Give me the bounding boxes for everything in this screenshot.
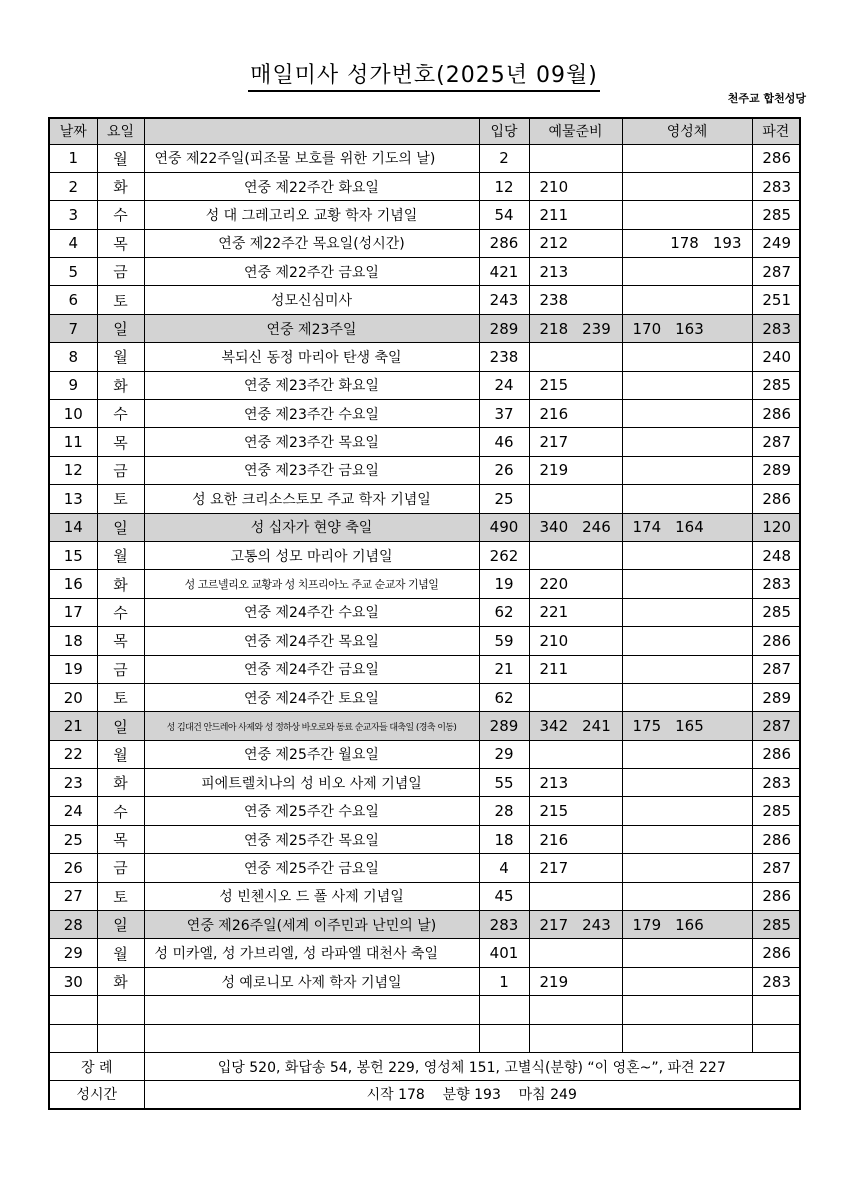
header-communion: 영성체	[622, 118, 752, 144]
entrance-hymn-cell: 1	[479, 967, 529, 995]
entrance-hymn-cell: 25	[479, 485, 529, 513]
weekday-cell: 일	[97, 712, 144, 740]
table-row	[49, 456, 800, 484]
table-row	[49, 541, 800, 569]
communion-hymn-cell	[622, 428, 752, 456]
recessional-hymn-cell: 287	[752, 854, 800, 882]
document-title	[0, 58, 848, 92]
offertory-hymn-first: 219	[539, 972, 569, 991]
recessional-hymn-cell: 286	[752, 882, 800, 910]
feast-cell: 성 김대건 안드레아 사제와 성 정하상 바오로와 동료 순교자들 대축일 (경축 이동)	[144, 712, 479, 740]
offertory-hymn-first: 217	[539, 858, 569, 877]
communion-hymn-cell	[622, 939, 752, 967]
feast-cell: 연중 제25주간 금요일	[144, 854, 479, 882]
communion-hymn-cell	[622, 541, 752, 569]
offertory-hymn-cell	[529, 229, 622, 257]
entrance-hymn-cell: 46	[479, 428, 529, 456]
entrance-hymn-cell: 28	[479, 797, 529, 825]
table-row	[49, 570, 800, 598]
weekday-cell: 토	[97, 286, 144, 314]
communion-hymn-cell	[622, 825, 752, 853]
feast-cell: 연중 제23주간 금요일	[144, 456, 479, 484]
weekday-cell: 화	[97, 570, 144, 598]
communion-hymn-cell	[622, 314, 752, 342]
offertory-hymn-cell	[529, 541, 622, 569]
feast-cell: 연중 제24주간 목요일	[144, 627, 479, 655]
communion-hymn-cell	[622, 172, 752, 200]
date-cell: 4	[49, 229, 97, 257]
communion-hymn-cell	[622, 769, 752, 797]
date-cell: 13	[49, 485, 97, 513]
weekday-cell: 일	[97, 314, 144, 342]
date-cell: 25	[49, 825, 97, 853]
offertory-hymn-first: 219	[539, 461, 569, 480]
recessional-hymn-cell: 286	[752, 627, 800, 655]
date-cell: 23	[49, 769, 97, 797]
feast-cell: 연중 제24주간 토요일	[144, 683, 479, 711]
offertory-hymn-cell	[529, 343, 622, 371]
date-cell: 3	[49, 201, 97, 229]
weekday-cell: 일	[97, 513, 144, 541]
empty-row	[49, 996, 800, 1024]
holy-hour-row	[49, 1081, 800, 1109]
feast-cell: 연중 제24주간 금요일	[144, 655, 479, 683]
entrance-hymn-cell: 26	[479, 456, 529, 484]
feast-cell: 성모신심미사	[144, 286, 479, 314]
date-cell: 10	[49, 400, 97, 428]
offertory-hymn-cell	[529, 939, 622, 967]
table-row	[49, 144, 800, 172]
communion-hymn-cell	[622, 513, 752, 541]
recessional-hymn-cell: 285	[752, 797, 800, 825]
offertory-hymn-cell	[529, 371, 622, 399]
weekday-cell: 화	[97, 769, 144, 797]
offertory-hymn-cell	[529, 201, 622, 229]
recessional-hymn-cell: 285	[752, 371, 800, 399]
header-date: 날짜	[49, 118, 97, 144]
offertory-hymn-first: 342	[539, 717, 569, 735]
offertory-hymn-cell	[529, 598, 622, 626]
feast-cell: 연중 제24주간 수요일	[144, 598, 479, 626]
offertory-hymn-cell	[529, 769, 622, 797]
date-cell: 24	[49, 797, 97, 825]
communion-hymn-cell	[622, 911, 752, 939]
communion-hymn-cell	[622, 456, 752, 484]
table-row	[49, 428, 800, 456]
offertory-hymn-first: 220	[539, 575, 569, 594]
table-row	[49, 683, 800, 711]
recessional-hymn-cell: 285	[752, 201, 800, 229]
offertory-hymn-cell	[529, 825, 622, 853]
offertory-hymn-cell	[529, 712, 622, 740]
table-row	[49, 343, 800, 371]
weekday-cell: 금	[97, 655, 144, 683]
feast-cell: 성 미카엘, 성 가브리엘, 성 라파엘 대천사 축일	[144, 939, 479, 967]
table-row	[49, 371, 800, 399]
offertory-hymn-first: 212	[539, 234, 569, 253]
offertory-hymn-first: 238	[539, 291, 569, 310]
feast-cell: 연중 제25주간 목요일	[144, 825, 479, 853]
weekday-cell: 수	[97, 400, 144, 428]
communion-hymn-cell	[622, 967, 752, 995]
date-cell: 12	[49, 456, 97, 484]
recessional-hymn-cell: 286	[752, 939, 800, 967]
offertory-hymn-cell	[529, 797, 622, 825]
holy-hour-label: 성시간	[49, 1081, 144, 1109]
entrance-hymn-cell: 24	[479, 371, 529, 399]
feast-cell: 복되신 동정 마리아 탄생 축일	[144, 343, 479, 371]
table-row	[49, 882, 800, 910]
recessional-hymn-cell: 240	[752, 343, 800, 371]
recessional-hymn-cell: 289	[752, 456, 800, 484]
feast-cell: 연중 제22주간 화요일	[144, 172, 479, 200]
recessional-hymn-cell: 285	[752, 598, 800, 626]
recessional-hymn-cell: 283	[752, 570, 800, 598]
entrance-hymn-cell: 18	[479, 825, 529, 853]
weekday-cell: 금	[97, 258, 144, 286]
date-cell: 19	[49, 655, 97, 683]
table-row	[49, 400, 800, 428]
date-cell: 26	[49, 854, 97, 882]
date-cell: 2	[49, 172, 97, 200]
feast-cell: 연중 제25주간 수요일	[144, 797, 479, 825]
offertory-hymn-cell	[529, 485, 622, 513]
recessional-hymn-cell: 289	[752, 683, 800, 711]
offertory-hymn-cell	[529, 740, 622, 768]
feast-cell: 성 예로니모 사제 학자 기념일	[144, 967, 479, 995]
offertory-hymn-cell	[529, 967, 622, 995]
communion-hymn-cell	[622, 683, 752, 711]
feast-cell: 연중 제22주일(피조물 보호를 위한 기도의 날)	[144, 144, 479, 172]
communion-hymn-cell	[622, 740, 752, 768]
feast-cell: 연중 제25주간 월요일	[144, 740, 479, 768]
offertory-hymn-cell	[529, 144, 622, 172]
feast-cell: 연중 제26주일(세계 이주민과 난민의 날)	[144, 911, 479, 939]
communion-hymn-second: 163	[675, 319, 704, 338]
table-row	[49, 740, 800, 768]
table-row	[49, 967, 800, 995]
feast-cell: 성 고르넬리오 교황과 성 치프리아노 주교 순교자 기념일	[144, 570, 479, 598]
offertory-hymn-cell	[529, 882, 622, 910]
recessional-hymn-cell: 249	[752, 229, 800, 257]
empty-row	[49, 1024, 800, 1052]
holy-hour-hymns: 시작 178 분향 193 마침 249	[144, 1081, 800, 1109]
weekday-cell: 수	[97, 201, 144, 229]
parish-name: 천주교 합천성당	[727, 92, 806, 105]
table-row	[49, 314, 800, 342]
weekday-cell: 토	[97, 485, 144, 513]
communion-hymn-cell	[622, 400, 752, 428]
date-cell: 9	[49, 371, 97, 399]
offertory-hymn-first: 215	[539, 376, 569, 395]
table-row	[49, 712, 800, 740]
entrance-hymn-cell: 45	[479, 882, 529, 910]
communion-hymn-first: 179	[632, 915, 662, 934]
communion-hymn-cell	[622, 144, 752, 172]
table-row	[49, 485, 800, 513]
offertory-hymn-cell	[529, 513, 622, 541]
communion-hymn-cell	[622, 371, 752, 399]
offertory-hymn-second: 243	[582, 915, 611, 934]
feast-cell: 연중 제23주일	[144, 314, 479, 342]
weekday-cell: 월	[97, 740, 144, 768]
offertory-hymn-cell	[529, 172, 622, 200]
offertory-hymn-cell	[529, 570, 622, 598]
recessional-hymn-cell: 287	[752, 655, 800, 683]
date-cell: 21	[49, 712, 97, 740]
entrance-hymn-cell: 289	[479, 712, 529, 740]
recessional-hymn-cell: 286	[752, 144, 800, 172]
date-cell: 27	[49, 882, 97, 910]
communion-hymn-second: 166	[675, 915, 704, 934]
entrance-hymn-cell: 289	[479, 314, 529, 342]
table-row	[49, 769, 800, 797]
entrance-hymn-cell: 54	[479, 201, 529, 229]
entrance-hymn-cell: 286	[479, 229, 529, 257]
communion-hymn-cell	[622, 258, 752, 286]
offertory-hymn-first: 215	[539, 802, 569, 821]
entrance-hymn-cell: 243	[479, 286, 529, 314]
communion-hymn-cell	[622, 712, 752, 740]
entrance-hymn-cell: 19	[479, 570, 529, 598]
date-cell: 30	[49, 967, 97, 995]
weekday-cell: 금	[97, 854, 144, 882]
funeral-row	[49, 1053, 800, 1081]
offertory-hymn-cell	[529, 627, 622, 655]
offertory-hymn-first: 210	[539, 631, 569, 650]
offertory-hymn-cell	[529, 655, 622, 683]
weekday-cell: 월	[97, 144, 144, 172]
schedule-rows	[49, 144, 800, 996]
recessional-hymn-cell: 120	[752, 513, 800, 541]
date-cell: 18	[49, 627, 97, 655]
communion-hymn-cell	[622, 485, 752, 513]
communion-hymn-cell	[622, 286, 752, 314]
feast-cell: 연중 제23주간 수요일	[144, 400, 479, 428]
date-cell: 16	[49, 570, 97, 598]
recessional-hymn-cell: 283	[752, 769, 800, 797]
communion-hymn-first: 174	[632, 518, 662, 537]
communion-hymn-first: 170	[632, 319, 662, 338]
table-row	[49, 797, 800, 825]
date-cell: 1	[49, 144, 97, 172]
entrance-hymn-cell: 62	[479, 598, 529, 626]
recessional-hymn-cell: 286	[752, 400, 800, 428]
weekday-cell: 월	[97, 343, 144, 371]
entrance-hymn-cell: 62	[479, 683, 529, 711]
entrance-hymn-cell: 55	[479, 769, 529, 797]
feast-cell: 연중 제23주간 화요일	[144, 371, 479, 399]
communion-hymn-second: 193	[712, 234, 742, 253]
communion-hymn-cell	[622, 343, 752, 371]
offertory-hymn-first: 213	[539, 262, 569, 281]
table-row	[49, 854, 800, 882]
offertory-hymn-second: 241	[582, 717, 611, 735]
weekday-cell: 화	[97, 172, 144, 200]
recessional-hymn-cell: 286	[752, 740, 800, 768]
communion-hymn-cell	[622, 570, 752, 598]
table-row	[49, 286, 800, 314]
offertory-hymn-cell	[529, 854, 622, 882]
header-recessional: 파견	[752, 118, 800, 144]
offertory-hymn-first: 217	[539, 915, 569, 934]
offertory-hymn-first: 216	[539, 830, 569, 849]
date-cell: 28	[49, 911, 97, 939]
weekday-cell: 화	[97, 967, 144, 995]
weekday-cell: 토	[97, 882, 144, 910]
table-row	[49, 655, 800, 683]
feast-cell: 성 빈첸시오 드 폴 사제 기념일	[144, 882, 479, 910]
recessional-hymn-cell: 285	[752, 911, 800, 939]
feast-cell: 연중 제23주간 목요일	[144, 428, 479, 456]
weekday-cell: 목	[97, 229, 144, 257]
date-cell: 11	[49, 428, 97, 456]
date-cell: 14	[49, 513, 97, 541]
date-cell: 20	[49, 683, 97, 711]
table-row	[49, 201, 800, 229]
recessional-hymn-cell: 283	[752, 314, 800, 342]
offertory-hymn-first: 221	[539, 603, 569, 622]
communion-hymn-cell	[622, 854, 752, 882]
date-cell: 17	[49, 598, 97, 626]
feast-cell: 피에트렐치나의 성 비오 사제 기념일	[144, 769, 479, 797]
weekday-cell: 토	[97, 683, 144, 711]
entrance-hymn-cell: 37	[479, 400, 529, 428]
offertory-hymn-cell	[529, 683, 622, 711]
offertory-hymn-first: 217	[539, 433, 569, 452]
offertory-hymn-first: 213	[539, 773, 569, 792]
header-offertory: 예물준비	[529, 118, 622, 144]
feast-cell: 연중 제22주간 목요일(성시간)	[144, 229, 479, 257]
table-row	[49, 229, 800, 257]
recessional-hymn-cell: 251	[752, 286, 800, 314]
offertory-hymn-second: 239	[582, 319, 611, 338]
entrance-hymn-cell: 4	[479, 854, 529, 882]
weekday-cell: 일	[97, 911, 144, 939]
table-row	[49, 825, 800, 853]
funeral-label: 장 례	[49, 1053, 144, 1081]
weekday-cell: 수	[97, 598, 144, 626]
recessional-hymn-cell: 248	[752, 541, 800, 569]
table-row	[49, 598, 800, 626]
offertory-hymn-cell	[529, 428, 622, 456]
offertory-hymn-first: 218	[539, 319, 569, 338]
communion-hymn-first: 178	[670, 234, 699, 253]
offertory-hymn-cell	[529, 286, 622, 314]
header-row	[49, 118, 800, 144]
entrance-hymn-cell: 21	[479, 655, 529, 683]
offertory-hymn-first: 216	[539, 404, 569, 423]
offertory-hymn-first: 211	[539, 205, 569, 224]
date-cell: 8	[49, 343, 97, 371]
table-row	[49, 911, 800, 939]
recessional-hymn-cell: 283	[752, 172, 800, 200]
offertory-hymn-cell	[529, 456, 622, 484]
entrance-hymn-cell: 2	[479, 144, 529, 172]
recessional-hymn-cell: 287	[752, 712, 800, 740]
entrance-hymn-cell: 59	[479, 627, 529, 655]
document-title-text: 매일미사 성가번호(2025년 09월)	[248, 58, 600, 92]
header-feast	[144, 118, 479, 144]
entrance-hymn-cell: 490	[479, 513, 529, 541]
entrance-hymn-cell: 283	[479, 911, 529, 939]
communion-hymn-cell	[622, 882, 752, 910]
feast-cell: 성 요한 크리소스토모 주교 학자 기념일	[144, 485, 479, 513]
communion-hymn-first: 175	[632, 717, 662, 735]
header-weekday: 요일	[97, 118, 144, 144]
weekday-cell: 월	[97, 541, 144, 569]
header-entrance: 입당	[479, 118, 529, 144]
recessional-hymn-cell: 287	[752, 428, 800, 456]
recessional-hymn-cell: 283	[752, 967, 800, 995]
table-row	[49, 627, 800, 655]
date-cell: 22	[49, 740, 97, 768]
entrance-hymn-cell: 262	[479, 541, 529, 569]
date-cell: 5	[49, 258, 97, 286]
communion-hymn-cell	[622, 598, 752, 626]
weekday-cell: 월	[97, 939, 144, 967]
weekday-cell: 목	[97, 825, 144, 853]
entrance-hymn-cell: 421	[479, 258, 529, 286]
entrance-hymn-cell: 29	[479, 740, 529, 768]
offertory-hymn-cell	[529, 258, 622, 286]
date-cell: 6	[49, 286, 97, 314]
communion-hymn-cell	[622, 655, 752, 683]
feast-cell: 고통의 성모 마리아 기념일	[144, 541, 479, 569]
recessional-hymn-cell: 287	[752, 258, 800, 286]
table-row	[49, 939, 800, 967]
entrance-hymn-cell: 401	[479, 939, 529, 967]
offertory-hymn-first: 210	[539, 177, 569, 196]
hymn-schedule-table	[48, 117, 801, 1110]
communion-hymn-cell	[622, 229, 752, 257]
entrance-hymn-cell: 238	[479, 343, 529, 371]
funeral-hymns: 입당 520, 화답송 54, 봉헌 229, 영성체 151, 고별식(분향) “이 영혼~”, 파견 227	[144, 1053, 800, 1081]
weekday-cell: 수	[97, 797, 144, 825]
offertory-hymn-cell	[529, 314, 622, 342]
offertory-hymn-first: 340	[539, 518, 569, 537]
communion-hymn-cell	[622, 201, 752, 229]
weekday-cell: 화	[97, 371, 144, 399]
weekday-cell: 금	[97, 456, 144, 484]
communion-hymn-cell	[622, 797, 752, 825]
communion-hymn-second: 165	[675, 717, 704, 735]
recessional-hymn-cell: 286	[752, 825, 800, 853]
offertory-hymn-second: 246	[582, 518, 611, 537]
date-cell: 29	[49, 939, 97, 967]
table-row	[49, 513, 800, 541]
offertory-hymn-cell	[529, 911, 622, 939]
feast-cell: 성 십자가 현양 축일	[144, 513, 479, 541]
communion-hymn-second: 164	[675, 518, 704, 537]
entrance-hymn-cell: 12	[479, 172, 529, 200]
date-cell: 7	[49, 314, 97, 342]
recessional-hymn-cell: 286	[752, 485, 800, 513]
table-row	[49, 172, 800, 200]
feast-cell: 성 대 그레고리오 교황 학자 기념일	[144, 201, 479, 229]
offertory-hymn-cell	[529, 400, 622, 428]
date-cell: 15	[49, 541, 97, 569]
table-row	[49, 258, 800, 286]
offertory-hymn-first: 211	[539, 660, 569, 679]
feast-cell: 연중 제22주간 금요일	[144, 258, 479, 286]
weekday-cell: 목	[97, 428, 144, 456]
communion-hymn-cell	[622, 627, 752, 655]
weekday-cell: 목	[97, 627, 144, 655]
